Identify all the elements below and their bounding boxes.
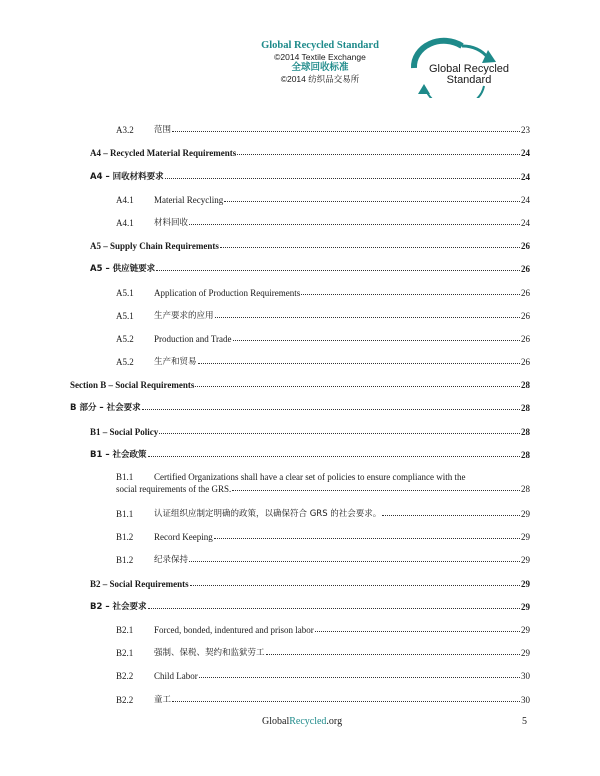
toc-entry-title: Child Labor	[154, 671, 198, 682]
toc-entry[interactable]	[70, 321, 530, 344]
toc-leader-dots	[215, 317, 520, 318]
toc-entry-page: 28	[521, 426, 530, 437]
toc-entry-number: B1.2	[116, 555, 134, 566]
toc-leader-dots	[301, 294, 520, 295]
toc-entry[interactable]	[70, 542, 530, 565]
toc-entry-title: 范围	[154, 125, 172, 136]
toc-entry-number: A5.1	[116, 310, 134, 321]
toc-entry[interactable]	[70, 182, 530, 205]
toc-leader-dots	[148, 456, 520, 457]
toc-entry-title: A4 – 回收材料要求	[90, 171, 164, 182]
toc-entry-number: A5.2	[116, 333, 134, 344]
toc-entry[interactable]	[70, 519, 530, 542]
toc-leader-dots	[232, 490, 520, 491]
toc-leader-dots	[237, 154, 520, 155]
toc-entry-title: B1 – Social Policy	[90, 426, 159, 437]
toc-entry[interactable]	[70, 135, 530, 158]
toc-entry-page: 28	[521, 449, 530, 460]
document-header	[230, 40, 410, 84]
toc-leader-dots	[382, 515, 520, 516]
toc-entry-number: B2.1	[116, 624, 134, 635]
toc-leader-dots	[266, 654, 520, 655]
toc-entry-number: A5.1	[116, 287, 134, 298]
logo-line-2: Standard	[446, 74, 492, 86]
toc-entry-title: 纪录保持	[154, 555, 189, 566]
toc-entry-page: 24	[521, 148, 530, 159]
toc-entry[interactable]	[70, 589, 530, 612]
toc-leader-dots	[189, 224, 520, 225]
toc-leader-dots	[142, 409, 520, 410]
toc-entry[interactable]	[70, 635, 530, 658]
toc-entry-number: B1.1	[116, 471, 134, 482]
toc-entry-page: 29	[521, 601, 530, 612]
toc-entry[interactable]	[70, 344, 530, 367]
toc-entry[interactable]	[70, 274, 530, 297]
toc-entry-title: A5 – Supply Chain Requirements	[90, 241, 219, 252]
toc-entry-title: Production and Trade	[154, 333, 232, 344]
toc-entry-page: 28	[521, 380, 530, 391]
toc-entry-page: 24	[521, 171, 530, 182]
toc-leader-dots	[159, 433, 520, 434]
toc-entry-title: 生产和贸易	[154, 357, 197, 368]
toc-entry-title: A4 – Recycled Material Requirements	[90, 148, 237, 159]
toc-entry-page: 29	[521, 648, 530, 659]
toc-entry-number: A4.1	[116, 194, 134, 205]
toc-leader-dots	[224, 201, 520, 202]
toc-entry-page: 30	[521, 671, 530, 682]
toc-entry-number: A5.2	[116, 357, 134, 368]
toc-entry-page: 26	[521, 310, 530, 321]
header-copyright-en: ©2014 Textile Exchange	[274, 52, 366, 62]
toc-leader-dots	[315, 631, 520, 632]
toc-entry-title: Section B – Social Requirements	[70, 380, 195, 391]
toc-entry-page: 26	[521, 357, 530, 368]
toc-entry-title: Application of Production Requirements	[154, 287, 301, 298]
toc-entry-title: 材料回收	[154, 217, 189, 228]
toc-leader-dots	[195, 386, 520, 387]
toc-leader-dots	[189, 561, 520, 562]
toc-entry[interactable]	[70, 205, 530, 228]
toc-leader-dots	[190, 585, 520, 586]
toc-entry[interactable]	[70, 228, 530, 251]
toc-leader-dots	[165, 178, 520, 179]
toc-entry-page: 23	[521, 125, 530, 136]
toc-entry-number: B2.2	[116, 671, 134, 682]
toc-entry-page: 26	[521, 264, 530, 275]
toc-entry-page: 29	[521, 578, 530, 589]
toc-entry[interactable]	[70, 367, 530, 390]
footer-page-number: 5	[522, 716, 527, 727]
grs-logo	[396, 36, 530, 98]
toc-entry-page: 28	[521, 403, 530, 414]
toc-entry[interactable]	[70, 437, 530, 460]
toc-entry[interactable]	[70, 298, 530, 321]
toc-entry-page: 29	[521, 624, 530, 635]
header-title-cn: 全球回收标准	[291, 62, 349, 73]
toc-entry-title: Record Keeping	[154, 532, 213, 543]
toc-entry-page: 29	[521, 509, 530, 519]
toc-entry[interactable]	[70, 612, 530, 635]
toc-entry-number: A4.1	[116, 217, 134, 228]
toc-leader-dots	[199, 677, 520, 678]
toc-entry[interactable]	[70, 112, 530, 135]
table-of-contents	[70, 112, 530, 705]
toc-entry[interactable]	[70, 565, 530, 588]
toc-entry-title: 认证组织应制定明确的政策，以确保符合 GRS 的社会要求。	[154, 509, 382, 519]
toc-leader-dots	[156, 270, 520, 271]
toc-leader-dots	[148, 608, 520, 609]
toc-entry-title: B 部分 – 社会要求	[70, 403, 141, 414]
toc-entry[interactable]	[70, 681, 530, 704]
toc-entry-title: B2 – Social Requirements	[90, 578, 189, 589]
toc-entry-page: 28	[521, 483, 530, 494]
toc-entry-title-cont: social requirements of the GRS.	[116, 483, 232, 494]
toc-entry-title: 生产要求的应用	[154, 310, 214, 321]
toc-entry-page: 26	[521, 287, 530, 298]
toc-entry-number: B1.1	[116, 509, 134, 519]
toc-entry-title: Material Recycling	[154, 194, 224, 205]
toc-entry-number: A3.2	[116, 125, 134, 136]
toc-entry[interactable]	[70, 413, 530, 436]
toc-entry-title: 强制、保税、契约和监狱劳工	[154, 648, 265, 659]
toc-entry-page: 30	[521, 694, 530, 705]
header-copyright-cn: ©2014 纺织品交易所	[280, 74, 360, 84]
toc-entry-page: 26	[521, 241, 530, 252]
toc-entry[interactable]	[70, 251, 530, 274]
toc-entry[interactable]	[70, 158, 530, 181]
toc-entry[interactable]	[70, 658, 530, 681]
toc-entry-page: 29	[521, 532, 530, 543]
toc-entry-number: B2.1	[116, 648, 134, 659]
toc-entry-page: 29	[521, 555, 530, 566]
toc-entry-title: A5 – 供应链要求	[90, 264, 156, 275]
toc-entry[interactable]	[70, 496, 530, 519]
toc-leader-dots	[233, 340, 521, 341]
toc-entry-title: 童工	[154, 694, 172, 705]
footer-website[interactable]: GlobalRecycled.org	[262, 716, 343, 727]
toc-entry[interactable]	[70, 460, 530, 496]
header-title: Global Recycled Standard	[261, 40, 379, 51]
toc-entry-page: 26	[521, 333, 530, 344]
toc-entry[interactable]	[70, 390, 530, 413]
toc-entry-title: Forced, bonded, indentured and prison labor	[154, 624, 314, 635]
logo-line-1: Global Recycled	[428, 63, 510, 75]
toc-leader-dots	[172, 131, 520, 132]
toc-entry-number: B2.2	[116, 694, 134, 705]
toc-entry-title: B2 – 社会要求	[90, 601, 147, 612]
toc-leader-dots	[172, 701, 520, 702]
toc-entry-page: 24	[521, 217, 530, 228]
toc-entry-page: 24	[521, 194, 530, 205]
toc-leader-dots	[220, 247, 520, 248]
toc-entry-number: B1.2	[116, 532, 134, 543]
toc-entry-title: B1 – 社会政策	[90, 449, 147, 460]
toc-leader-dots	[214, 538, 520, 539]
toc-leader-dots	[198, 363, 520, 364]
toc-entry-title: Certified Organizations shall have a clear set of policies to ensure compliance with the	[154, 471, 466, 482]
